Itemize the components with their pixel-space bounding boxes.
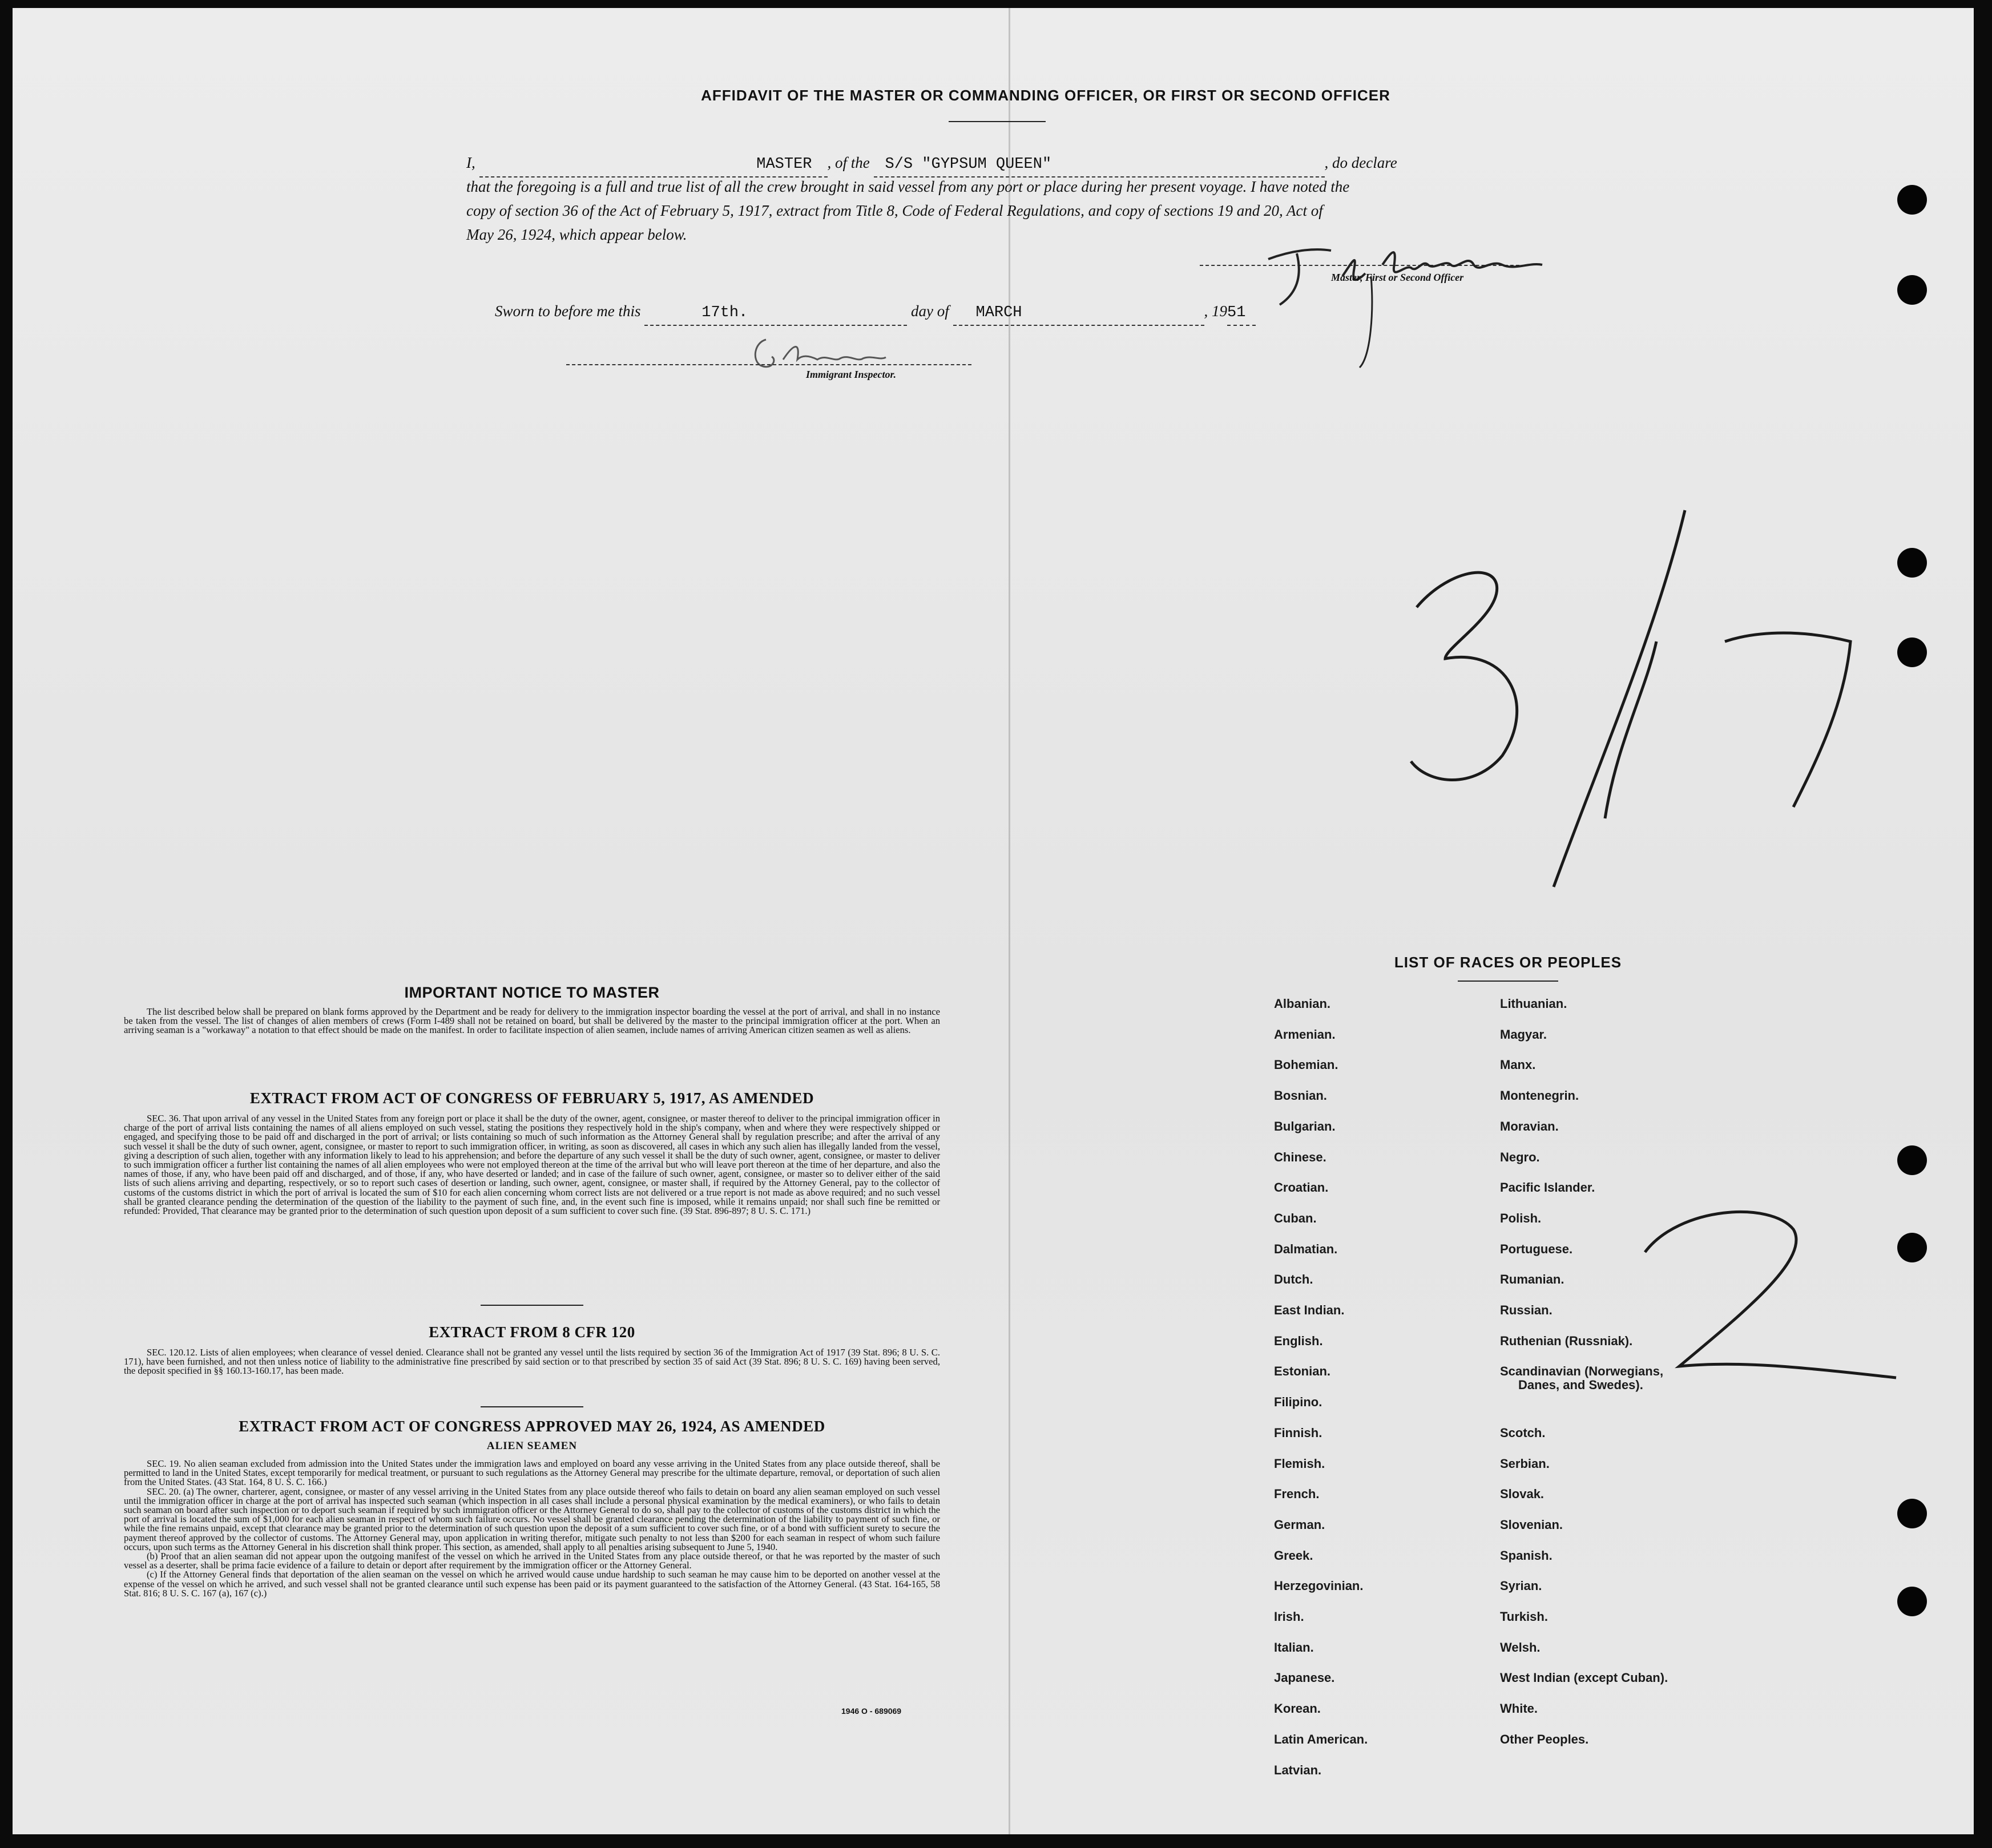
punch-hole xyxy=(1897,637,1927,667)
handwritten-count-mark xyxy=(1622,1195,1942,1401)
race-item: Pacific Islander. xyxy=(1500,1180,1595,1195)
extract-1924-subtitle: ALIEN SEAMEN xyxy=(486,1440,578,1452)
inspector-caption-text: Immigrant Inspector. xyxy=(806,369,897,380)
race-item: Croatian. xyxy=(1274,1180,1329,1195)
footer-code: 1946 O - 689069 xyxy=(841,1706,902,1716)
race-item: Turkish. xyxy=(1500,1609,1548,1624)
race-item: Latvian. xyxy=(1274,1762,1322,1777)
month-field[interactable]: MARCH xyxy=(975,304,1022,321)
race-item: Ruthenian (Russniak). xyxy=(1500,1333,1633,1348)
extract-1917-title: EXTRACT FROM ACT OF CONGRESS OF FEBRUARY 5, 1917, AS AMENDED xyxy=(249,1090,814,1107)
race-item: Other Peoples. xyxy=(1500,1732,1589,1746)
handwritten-date-mark xyxy=(1360,487,1873,898)
notice-text: The list described below shall be prepared on blank forms approved by the Department and be ready for delivery to the immigration inspector boarding the vessel at the port of arrival, and shall in no instance be taken from the vessel. The list of changes of alien members of crews (Form I-489 shall not be retained on board, but shall be delivered by the master to the principal immigration officer at the port. When an arriving seaman is a "workaway" a notation to that effect should be made on the manifest. In order to facilitate inspection of alien seamen, include names of arriving American citizen seamen as well as aliens. xyxy=(124,1006,940,1036)
extract-8cfr xyxy=(124,1324,940,1376)
year-field[interactable]: 51 xyxy=(1227,304,1246,321)
race-item: Finnish. xyxy=(1274,1425,1322,1440)
race-item: Portuguese. xyxy=(1500,1241,1573,1256)
master-caption: Master, First or Second Officer xyxy=(1331,272,1464,283)
document-sheet xyxy=(13,8,1974,1834)
race-item: East Indian. xyxy=(1274,1303,1345,1317)
affidavit-title: AFFIDAVIT OF THE MASTER OR COMMANDING OFFICER, OR FIRST OR SECOND OFFICER xyxy=(701,87,1390,104)
declaration-line-1: I, MASTER , of the S/S "GYPSUM QUEEN" , do declare xyxy=(466,151,1551,175)
race-item: Scandinavian (Norwegians, xyxy=(1500,1364,1664,1379)
title-rule xyxy=(949,121,1046,122)
extract-1924 xyxy=(124,1418,940,1598)
race-item: Slovenian. xyxy=(1500,1517,1563,1532)
race-item: Japanese. xyxy=(1274,1671,1335,1685)
punch-hole xyxy=(1897,1499,1927,1528)
race-item: Italian. xyxy=(1274,1640,1314,1655)
race-item: Slovak. xyxy=(1500,1487,1545,1502)
races-rule xyxy=(1458,981,1558,982)
extract-1917-text: SEC. 36. That upon arrival of any vessel in the United States from any foreign port or place it shall be the duty of the owner, agent, consignee, or master thereof to deliver to the principal immigration officer in charge of the port of arrival lists containing the names of all aliens employed on such vessel, stating the positions they respectively hold in the ship's company, when and where they were respectively shipped or engaged, and specifying those to be paid off and discharged in the port of arrival; or lists containing so much of such information as the Attorney General shall by regulation prescribe; and after the arrival of any such vessel it shall be the duty of such owner, agent, consignee, or master to report to such immigration officer, in writing, as soon as discovered, all cases in which any such alien has illegally landed from the vessel, giving a description of such alien, together with any information likely to lead to his apprehension; and before the departure of any such vessel it shall be the duty of such owner, agent, consignee, or master to deliver to such immigration officer a further list containing the names of all alien employees who were not employed thereon at the time of the arrival but who will leave port thereon at the time of her departure, and also the names of those, if any, who have been paid off and discharged, and of those, if any, who have deserted or landed; and in case of the failure of such owner, agent, consignee, or master so to deliver either of the said lists of such aliens arriving and departing, respectively, or so to report such cases of desertion or landing, such owner, agent, consignee, or master shall, if required by the Attorney General, pay to the collector of customs of the customs district in which the port of arrival is located the sum of $10 for each alien concerning whom correct lists are not delivered or a true report is not made as above required; and no such vessel shall be granted clearance pending the determination of the question of the liability to the payment of such fine, and, in the event such fine is imposed, while it remains unpaid; nor shall such fine be remitted or refunded: Provided, That clearance may be granted prior to the determination of such question upon deposit of a sum sufficient to cover such fine. (39 Stat. 896-897; 8 U. S. C. 171.) xyxy=(124,1113,940,1217)
race-item: Serbian. xyxy=(1500,1456,1550,1471)
day-field[interactable]: 17th. xyxy=(701,304,748,321)
race-item: West Indian (except Cuban). xyxy=(1500,1671,1668,1685)
race-item: Syrian. xyxy=(1500,1579,1542,1593)
race-item: Manx. xyxy=(1500,1058,1536,1072)
punch-hole xyxy=(1897,275,1927,305)
sec20a-text: SEC. 20. (a) The owner, charterer, agent, consignee, or master of any vessel arriving in the United States from any place outside thereof who fails to detain on board any alien seaman employed on such vessel until the immigration officer in charge at the port of arrival has inspected such seaman (which inspection in all cases shall include a personal physical examination by the medical examiners), or who fails to detain such seaman on board after such inspection or to deport such seaman if required by such immigration officer or the Attorney General to do so, shall pay to the collector of customs of the customs district in which the port of arrival is located the sum of $1,000 for each alien seaman in respect of whom such failure occurs. No vessel shall be granted clearance pending the determination of the liability to payment of such fine, or while the fine remains unpaid, except that clearance may be granted prior to the determination of such question upon the deposit of a sum sufficient to cover such fine, or of a bond with sufficient surety to secure the payment thereof approved by the collector of customs. The Attorney General may, upon application in writing therefor, mitigate such penalty to not less than $200 for each seaman in respect of whom such failure occurs, upon such terms as the Attorney General in his discretion shall think proper. This section, as amended, shall apply to all penalties arising subsequent to June 5, 1940. xyxy=(124,1486,940,1552)
extract-1924-title: EXTRACT FROM ACT OF CONGRESS APPROVED MAY 26, 1924, AS AMENDED xyxy=(239,1418,825,1435)
race-item: German. xyxy=(1274,1517,1325,1532)
race-item: Greek. xyxy=(1274,1548,1313,1563)
race-item: Russian. xyxy=(1500,1303,1553,1317)
race-item: Danes, and Swedes). xyxy=(1518,1378,1643,1393)
notice-title: IMPORTANT NOTICE TO MASTER xyxy=(404,984,660,1001)
race-item: Lithuanian. xyxy=(1500,996,1567,1011)
sworn-line: Sworn to before me this 17th. day of MARCH , 1951 xyxy=(495,299,1294,323)
sec20b-text: (b) Proof that an alien seaman did not appear upon the outgoing manifest of the vessel on which he arrived in the United States from any place outside thereof, or that he was reported by the master of such vessel as a deserter, shall be prima facie evidence of a failure to detain or deport after requirement by the immigration officer or the Attorney General. xyxy=(124,1551,940,1571)
races-title: LIST OF RACES OR PEOPLES xyxy=(1394,954,1622,971)
inspector-signature-line xyxy=(566,364,971,365)
extract-8cfr-title: EXTRACT FROM 8 CFR 120 xyxy=(429,1324,635,1341)
race-item: Rumanian. xyxy=(1500,1272,1564,1287)
extract-1924-body xyxy=(124,1459,940,1598)
race-item: Bohemian. xyxy=(1274,1058,1338,1072)
race-item: Latin American. xyxy=(1274,1732,1368,1746)
race-item: Herzegovinian. xyxy=(1274,1579,1364,1593)
race-item: Scotch. xyxy=(1500,1425,1546,1440)
extract-1917 xyxy=(124,1090,940,1216)
race-item: Korean. xyxy=(1274,1701,1321,1716)
punch-hole xyxy=(1897,1587,1927,1616)
punch-hole xyxy=(1897,1145,1927,1175)
race-item: Polish. xyxy=(1500,1211,1542,1225)
declaration-line-4: May 26, 1924, which appear below. xyxy=(466,226,687,243)
extract-8cfr-text: SEC. 120.12. Lists of alien employees; when clearance of vessel denied. Clearance shall not be granted any vessel until the lists required by section 36 of the Immigration Act of 1917 (39 Stat. 896; 8 U. S. C. 171), have been furnished, and not then unless notice of liability to the administrative fine prescribed by said section or to that prescribed by section 35 of said Act (39 Stat. 896; 8 U. S. C. 169) having been served, the deposit specified in §§ 160.13-160.17, has been made. xyxy=(124,1347,940,1377)
race-item: Welsh. xyxy=(1500,1640,1541,1655)
race-item: Armenian. xyxy=(1274,1027,1336,1042)
race-item: Dalmatian. xyxy=(1274,1241,1338,1256)
race-item: Cuban. xyxy=(1274,1211,1317,1225)
race-item: Bosnian. xyxy=(1274,1088,1327,1103)
race-item: Irish. xyxy=(1274,1609,1304,1624)
master-field[interactable]: MASTER xyxy=(756,156,812,173)
master-signature xyxy=(1257,242,1599,345)
section-rule xyxy=(481,1406,583,1407)
race-item: English. xyxy=(1274,1333,1323,1348)
race-item: Magyar. xyxy=(1500,1027,1547,1042)
race-item: White. xyxy=(1500,1701,1538,1716)
race-item: Flemish. xyxy=(1274,1456,1325,1471)
race-item: Moravian. xyxy=(1500,1119,1559,1133)
race-item: Spanish. xyxy=(1500,1548,1553,1563)
race-item: Negro. xyxy=(1500,1149,1540,1164)
section-rule xyxy=(481,1305,583,1306)
sec20c-text: (c) If the Attorney General finds that deportation of the alien seaman on the vessel on which he arrived would cause undue hardship to such seaman he may cause him to be deported on another vessel at the expense of the vessel on which he arrived, and such vessel shall not be granted clearance until such expense has been paid or its payment guaranteed to the satisfaction of the Attorney General. (43 Stat. 164-165, 58 Stat. 816; 8 U. S. C. 167 (a), 167 (c).) xyxy=(124,1569,940,1599)
race-item: Filipino. xyxy=(1274,1395,1322,1410)
sec19-text: SEC. 19. No alien seaman excluded from admission into the United States under the immigration laws and employed on board any vesse arriving in the United States from any place outside thereof, shall be permitted to land in the United States, except temporarily for medical treatment, or pursuant to such regulations as the Attorney General may prescribe for the ultimate departure, removal, or deportation of such alien from the United States. (43 Stat. 164, 8 U. S. C. 166.) xyxy=(124,1458,940,1488)
race-item: Estonian. xyxy=(1274,1364,1331,1379)
vessel-field[interactable]: S/S "GYPSUM QUEEN" xyxy=(885,156,1052,173)
punch-hole xyxy=(1897,185,1927,215)
race-item: Dutch. xyxy=(1274,1272,1313,1287)
race-item: Bulgarian. xyxy=(1274,1119,1336,1133)
race-item: Albanian. xyxy=(1274,996,1331,1011)
race-item: French. xyxy=(1274,1487,1320,1502)
race-item: Chinese. xyxy=(1274,1149,1326,1164)
important-notice xyxy=(124,984,940,1035)
punch-hole xyxy=(1897,548,1927,578)
race-item: Montenegrin. xyxy=(1500,1088,1579,1103)
declaration-line-2: that the foregoing is a full and true list of all the crew brought in said vessel from any port or place during her present voyage. I have noted the xyxy=(466,178,1350,195)
center-fold xyxy=(1009,8,1010,1834)
affidavit-declaration xyxy=(466,151,1551,247)
declaration-line-3: copy of section 36 of the Act of February 5, 1917, extract from Title 8, Code of Federal Regulations, and copy of sections 19 and 20, Act of xyxy=(466,202,1323,219)
